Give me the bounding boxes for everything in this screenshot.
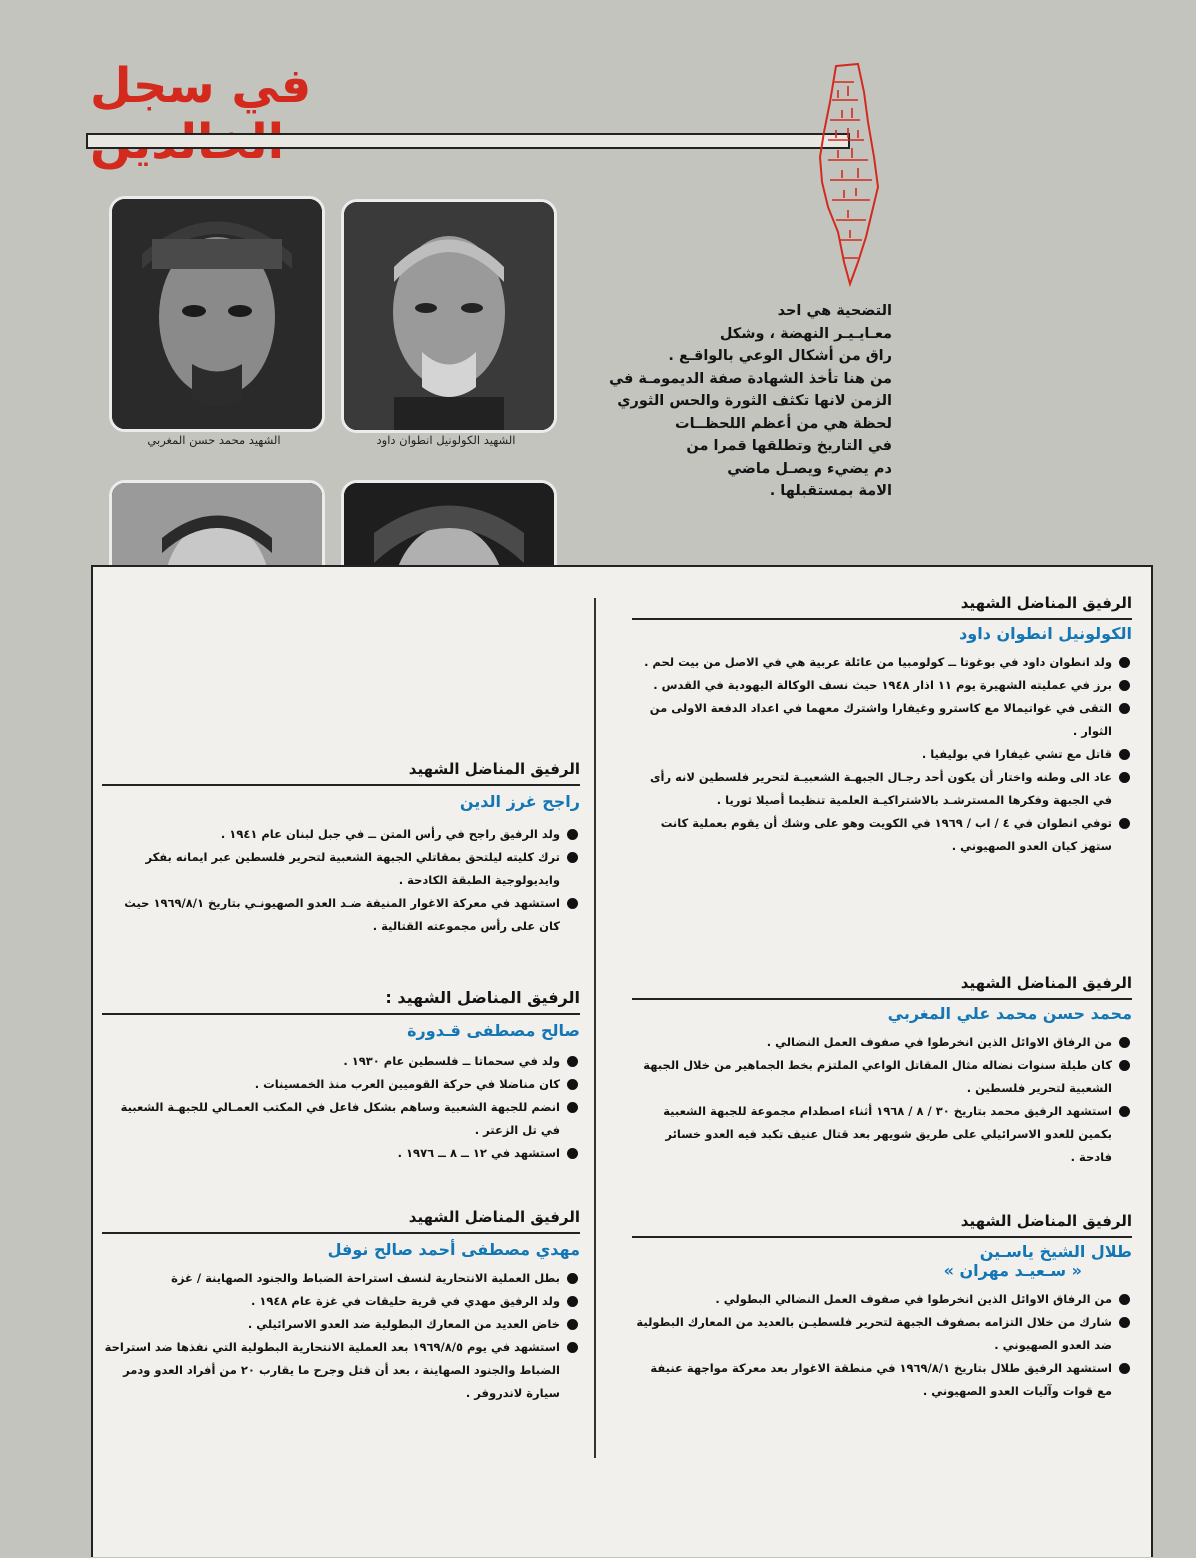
portrait-photo-mohammed-almaghribi [109,196,325,432]
bio-heading: الرفيق المناضل الشهيد [960,594,1132,612]
list-item: قاتل مع تشي غيفارا في بوليفيا . [632,743,1132,766]
bio-talal-alsheikh-yassin [632,1212,1132,1403]
list-item: كان طيلة سنوات نضاله مثال المقاتل الواعي الملتزم بخط الجماهير من خلال الجبهة الشعبية لتحرير فلسطين . [632,1054,1132,1100]
list-item: التقى في غواتيمالا مع كاسترو وغيفارا واشترك معهما في اعداد الدفعة الاولى من الثوار . [632,697,1132,743]
martyr-name: صالح مصطفى قـدورة [407,1021,580,1040]
bio-heading: الرفيق المناضل الشهيد : [385,988,580,1007]
list-item: ترك كليته ليلتحق بمقاتلي الجبهة الشعبية لتحرير فلسطين عبر ايمانه بفكر وايديولوجية الطبقة الكادحة . [102,846,580,892]
list-item: استشهد في ١٢ ــ ٨ ــ ١٩٧٦ . [102,1142,580,1165]
intro-text: التضحية هي احد معـايـيـر النهضة ، وشكل راق من أشكال الوعي بالواقـع . من هنا تأخذ الشهادة صفة الديمومـة في الزمن لانها تكثف الثورة والحس الثوري لحظة هي من أعظم اللحظــات في التاريخ وتطلقها قمرا من دم يضيء ويصـل ماضي الامة بمستقبلها . [609,303,892,499]
list-item: كان مناضلا في حركة القوميين العرب منذ الخمسينات . [102,1073,580,1096]
bio-mahdi-nofal [102,1208,580,1405]
list-item: استشهد الرفيق طلال بتاريخ ١٩٦٩/٨/١ في منطقة الاغوار بعد معركة مواجهة عنيفة مع قوات وآليات العدو الصهيوني . [632,1357,1132,1403]
column-divider [594,598,596,1458]
heading-rule [632,998,1132,1000]
martyr-alias: « سـعيـد مهران » [943,1261,1082,1280]
bio-list [102,1267,580,1405]
portrait-silhouette-icon [344,202,554,430]
list-item: من الرفاق الاوائل الذين انخرطوا في صفوف العمل النضالي . [632,1031,1132,1054]
bio-list [102,1050,580,1165]
martyr-name: راجح غرز الدين [459,792,580,811]
list-item: بطل العملية الانتحارية لنسف استراحة الضباط والجنود الصهاينة / غزة [102,1267,580,1290]
photo-caption: الشهيد محمد حسن المغربي [147,433,281,447]
list-item: ولد في سحماتا ــ فلسطين عام ١٩٣٠ . [102,1050,580,1073]
heading-rule [632,1236,1132,1238]
heading-rule [632,618,1132,620]
martyr-name: الكولونيل انطوان داود [959,624,1132,643]
bio-antoine-daoud [632,594,1132,858]
portrait-silhouette-icon [112,199,322,429]
list-item: توفي انطوان في ٤ / اب / ١٩٦٩ في الكويت وهو على وشك أن يقوم بعملية كانت ستهز كيان العدو الصهيوني . [632,812,1132,858]
heading-rule [102,784,580,786]
martyr-name: طلال الشيخ ياسـين [979,1242,1132,1261]
bio-rajeh-ghorzeddine [102,760,580,938]
list-item: من الرفاق الاوائل الذين انخرطوا في صفوف العمل النضالي البطولي . [632,1288,1132,1311]
list-item: ولد الرفيق مهدي في قرية حليقات في غزة عام ١٩٤٨ . [102,1290,580,1313]
bio-heading: الرفيق المناضل الشهيد [960,1212,1132,1230]
palestine-map-logo-icon [808,62,888,287]
list-item: استشهد في يوم ١٩٦٩/٨/٥ بعد العملية الانتحارية البطولية التي نفذها ضد استراحة الضباط والجنود الصهاينة ، بعد أن قتل وجرح ما يقارب ٢٠ من أفراد العدو ودمر سيارة لاندروفر . [102,1336,580,1405]
list-item: استشهد الرفيق محمد بتاريخ ٣٠ / ٨ / ١٩٦٨ أثناء اصطدام مجموعة للجبهة الشعبية بكمين للعدو الاسرائيلي على طريق شويهر بعد قتال عنيف تكبد فيه العدو خسائر فادحة . [632,1100,1132,1169]
list-item: انضم للجبهة الشعبية وساهم بشكل فاعل في المكتب العمـالي للجبهـة الشعبية في تل الزعتر . [102,1096,580,1142]
martyr-name: مهدي مصطفى أحمد صالح نوفل [327,1240,580,1259]
heading-rule [102,1013,580,1015]
list-item: شارك من خلال التزامه بصفوف الجبهة لتحرير فلسطيـن بالعديد من المعارك البطولية ضد العدو الصهيوني . [632,1311,1132,1357]
list-item: استشهد في معركة الاغوار المنيفة ضـد العدو الصهيونـي بتاريخ ١٩٦٩/٨/١ حيث كان على رأس مجموعته القتالية . [102,892,580,938]
bio-list [102,823,580,938]
bio-heading: الرفيق المناضل الشهيد [960,974,1132,992]
page-title: في سجل [90,58,312,114]
bio-mohammed-almaghribi [632,974,1132,1169]
bio-list [632,651,1132,858]
bio-list [632,1288,1132,1403]
list-item: ولد الرفيق راجح في رأس المتن ــ في جبل لبنان عام ١٩٤١ . [102,823,580,846]
heading-rule [102,1232,580,1234]
bio-heading: الرفيق المناضل الشهيد [408,1208,580,1226]
list-item: خاض العديد من المعارك البطولية ضد العدو الاسرائيلي . [102,1313,580,1336]
list-item: عاد الى وطنه واختار أن يكون أحد رجـال الجبهـة الشعبيـة لتحرير فلسطين لانه رأى في الجبهة وفكرها المسترشـد بالاشتراكيـة العلمية تنظيما أصيلا ثوريا . [632,766,1132,812]
bio-heading: الرفيق المناضل الشهيد [408,760,580,778]
bio-list [632,1031,1132,1169]
list-item: برز في عمليته الشهيرة يوم ١١ اذار ١٩٤٨ حيث نسف الوكالة اليهودية في القدس . [632,674,1132,697]
list-item: ولد انطوان داود في بوغوتا ــ كولومبيا من عائلة عربية هي في الاصل من بيت لحم . [632,651,1132,674]
photo-caption: الشهيد الكولونيل انطوان داود [376,433,516,447]
portrait-photo-antoine-daoud [341,199,557,433]
bio-saleh-kaddoura [102,988,580,1165]
title-bar [86,133,850,149]
martyr-name: محمد حسن محمد علي المغربي [887,1004,1132,1023]
